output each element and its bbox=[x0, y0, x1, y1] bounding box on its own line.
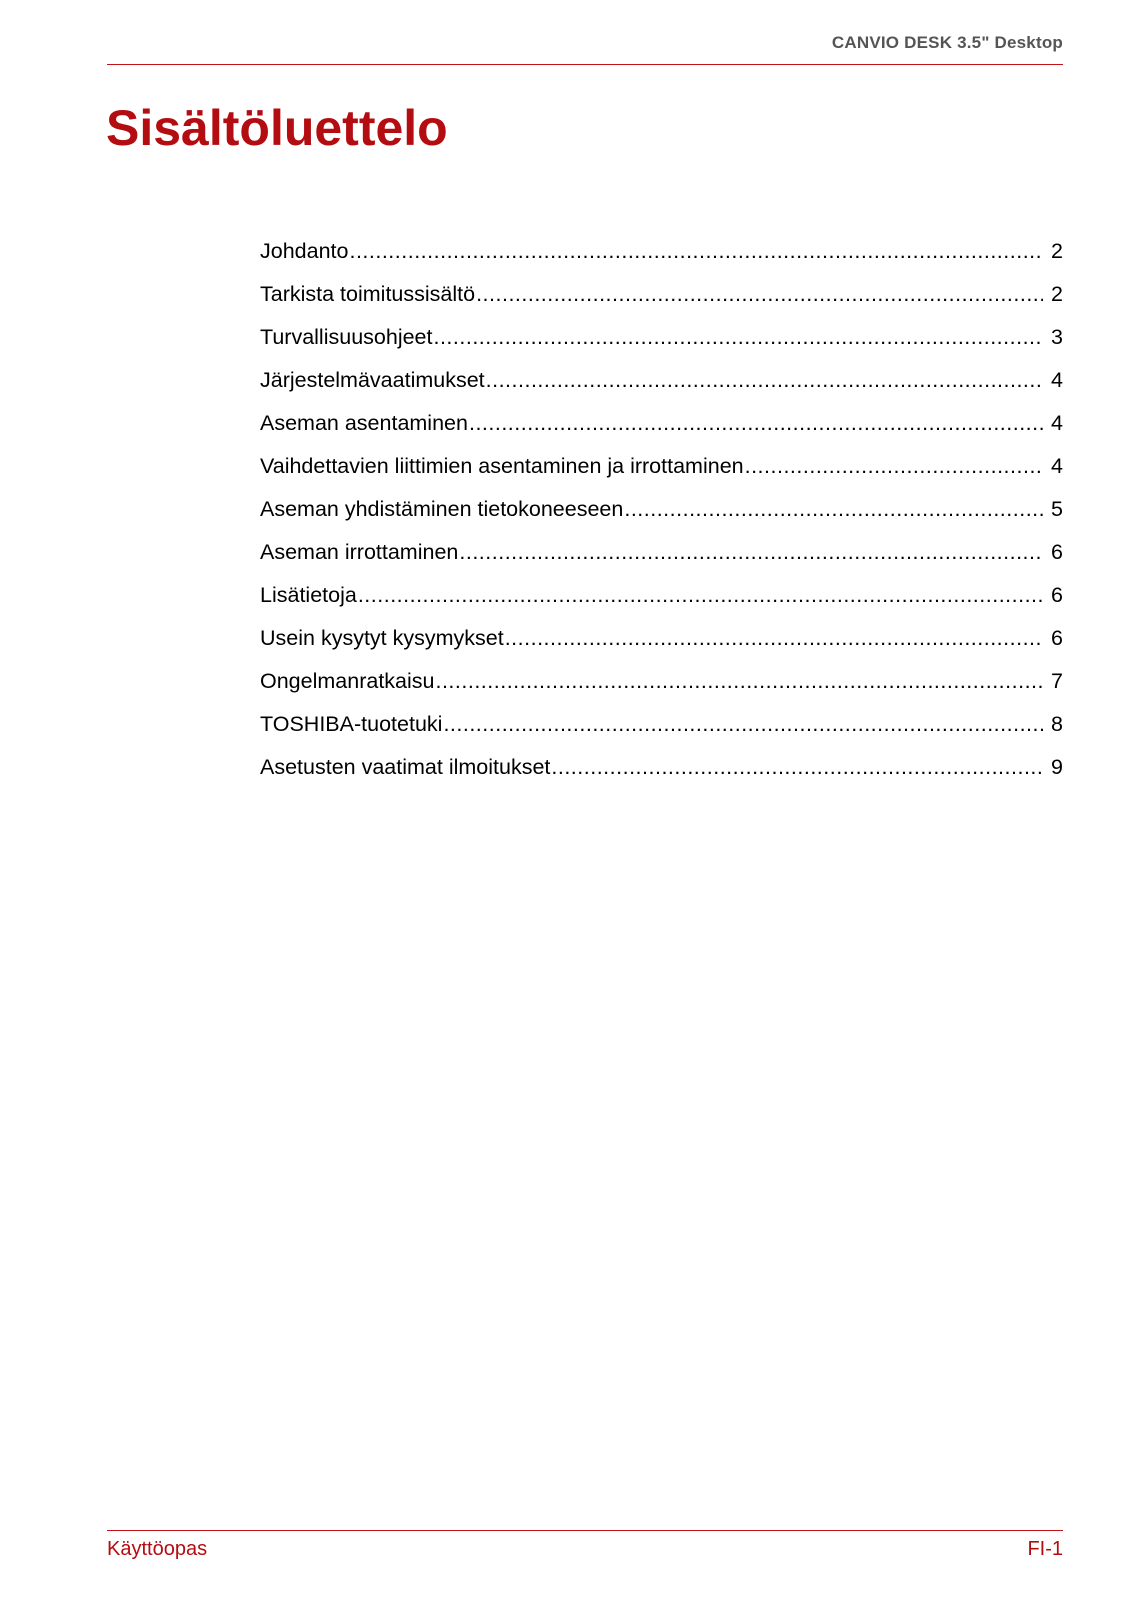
toc-entry-vaihdettavien-liittimien[interactable] bbox=[260, 451, 1063, 494]
toc-entry-label: Ongelmanratkaisu bbox=[260, 669, 435, 693]
toc-dot-leader bbox=[505, 623, 1043, 653]
toc-entry-aseman-yhdistaminen[interactable] bbox=[260, 494, 1063, 537]
toc-entry-label: Asetusten vaatimat ilmoitukset bbox=[260, 755, 551, 779]
toc-dot-leader bbox=[443, 709, 1043, 739]
toc-entry-page: 4 bbox=[1051, 454, 1063, 478]
toc-entry-page: 7 bbox=[1051, 669, 1063, 693]
toc-entry-page: 5 bbox=[1051, 497, 1063, 521]
toc-entry-asetusten-vaatimat-ilmoitukset[interactable] bbox=[260, 752, 1063, 795]
toc-dot-leader bbox=[745, 451, 1043, 481]
toc-dot-leader bbox=[349, 236, 1043, 266]
toc-entry-page: 3 bbox=[1051, 325, 1063, 349]
toc-entry-label: Turvallisuusohjeet bbox=[260, 325, 433, 349]
toc-entry-page: 2 bbox=[1051, 282, 1063, 306]
table-of-contents bbox=[260, 236, 1063, 795]
toc-entry-ongelmanratkaisu[interactable] bbox=[260, 666, 1063, 709]
toc-entry-label: Usein kysytyt kysymykset bbox=[260, 626, 504, 650]
toc-entry-page: 4 bbox=[1051, 368, 1063, 392]
toc-entry-johdanto[interactable] bbox=[260, 236, 1063, 279]
toc-entry-page: 6 bbox=[1051, 583, 1063, 607]
toc-dot-leader bbox=[435, 666, 1043, 696]
toc-entry-aseman-irrottaminen[interactable] bbox=[260, 537, 1063, 580]
toc-dot-leader bbox=[486, 365, 1043, 395]
toc-entry-jarjestelmavaatimukset[interactable] bbox=[260, 365, 1063, 408]
toc-dot-leader bbox=[433, 322, 1043, 352]
toc-entry-tarkista-toimitussisalto[interactable] bbox=[260, 279, 1063, 322]
toc-entry-aseman-asentaminen[interactable] bbox=[260, 408, 1063, 451]
toc-entry-lisatietoja[interactable] bbox=[260, 580, 1063, 623]
toc-entry-page: 6 bbox=[1051, 540, 1063, 564]
header-divider bbox=[107, 64, 1063, 65]
toc-entry-page: 6 bbox=[1051, 626, 1063, 650]
toc-entry-usein-kysytyt-kysymykset[interactable] bbox=[260, 623, 1063, 666]
toc-dot-leader bbox=[469, 408, 1043, 438]
toc-dot-leader bbox=[459, 537, 1043, 567]
toc-entry-page: 4 bbox=[1051, 411, 1063, 435]
toc-entry-page: 9 bbox=[1051, 755, 1063, 779]
toc-entry-label: Aseman asentaminen bbox=[260, 411, 468, 435]
toc-entry-label: Vaihdettavien liittimien asentaminen ja irrottaminen bbox=[260, 454, 744, 478]
toc-entry-page: 8 bbox=[1051, 712, 1063, 736]
toc-entry-label: TOSHIBA-tuotetuki bbox=[260, 712, 443, 736]
toc-entry-label: Lisätietoja bbox=[260, 583, 357, 607]
toc-entry-page: 2 bbox=[1051, 239, 1063, 263]
header-product-title: CANVIO DESK 3.5" Desktop bbox=[831, 33, 1063, 52]
toc-entry-toshiba-tuotetuki[interactable] bbox=[260, 709, 1063, 752]
toc-dot-leader bbox=[476, 279, 1043, 309]
toc-dot-leader bbox=[358, 580, 1043, 610]
toc-entry-label: Tarkista toimitussisältö bbox=[260, 282, 476, 306]
footer-manual-title: Käyttöopas bbox=[107, 1538, 208, 1560]
footer-page-number: FI-1 bbox=[1027, 1538, 1063, 1560]
footer-divider bbox=[107, 1530, 1063, 1531]
toc-entry-turvallisuusohjeet[interactable] bbox=[260, 322, 1063, 365]
toc-dot-leader bbox=[551, 752, 1043, 782]
toc-entry-label: Aseman irrottaminen bbox=[260, 540, 459, 564]
page-title: Sisältöluettelo bbox=[106, 100, 448, 156]
toc-entry-label: Johdanto bbox=[260, 239, 349, 263]
toc-entry-label: Aseman yhdistäminen tietokoneeseen bbox=[260, 497, 624, 521]
toc-entry-label: Järjestelmävaatimukset bbox=[260, 368, 485, 392]
toc-dot-leader bbox=[624, 494, 1043, 524]
